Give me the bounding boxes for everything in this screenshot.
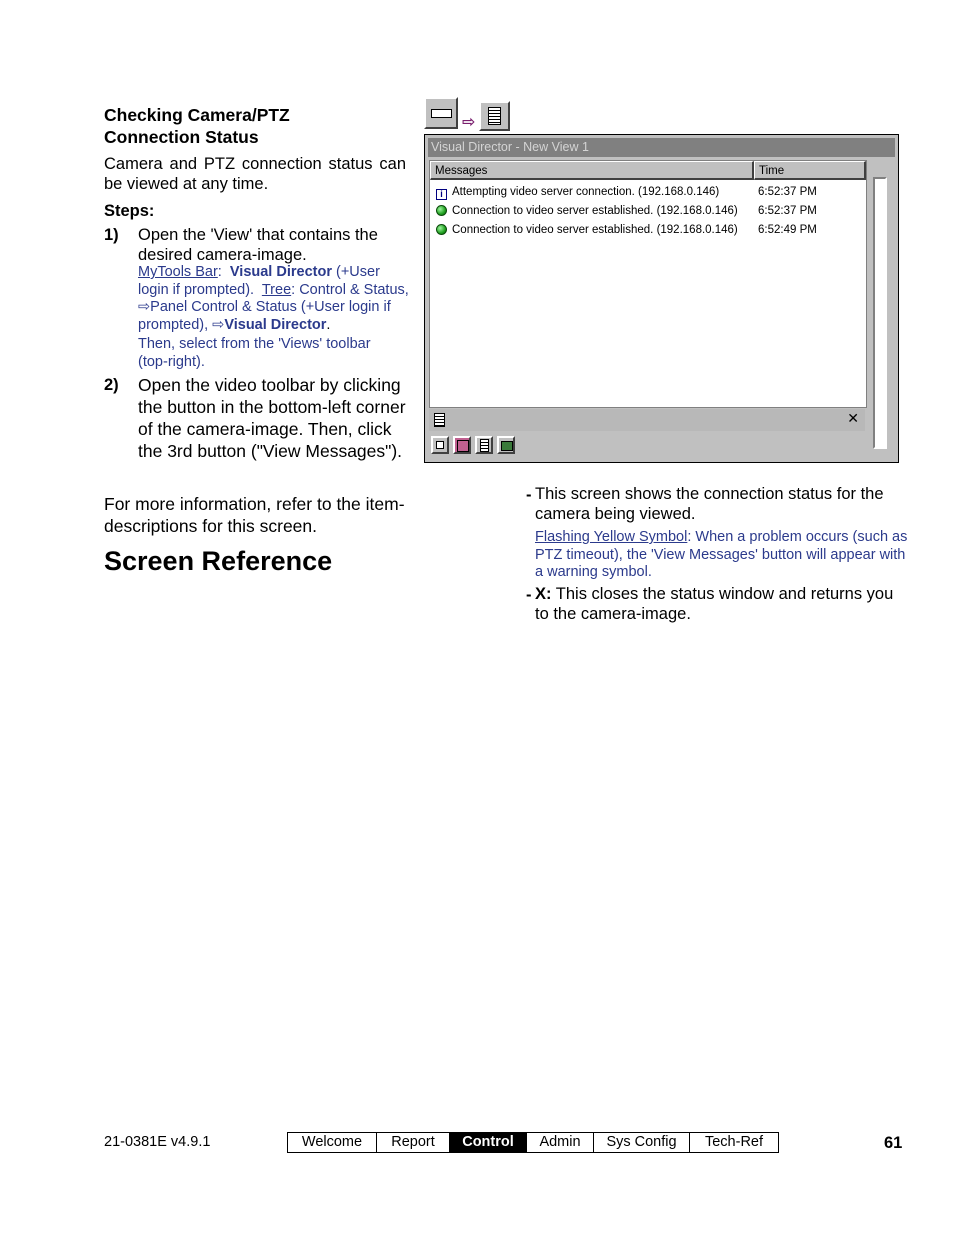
intro-text: Camera and PTZ connection status can be viewed at any time. xyxy=(104,155,406,193)
camera-settings-button[interactable] xyxy=(497,436,515,454)
tab-sys-config[interactable]: Sys Config xyxy=(594,1133,690,1152)
view-messages-button[interactable] xyxy=(475,436,493,454)
item-2-label: X: xyxy=(535,585,552,603)
step-2-number: 2) xyxy=(104,376,119,394)
item-2-description: This closes the status window and returns you to the camera-image. xyxy=(535,585,894,623)
item-2-text xyxy=(535,585,895,624)
message-time: 6:52:37 PM xyxy=(758,186,817,198)
section-heading xyxy=(104,104,404,148)
heading-line-2: Connection Status xyxy=(104,127,259,147)
nav-text-2: : Control & Status, xyxy=(291,281,409,298)
nav-text-1: (+User login if prompted). xyxy=(138,264,380,298)
visual-director-window xyxy=(424,134,899,463)
tab-welcome[interactable]: Welcome xyxy=(288,1133,377,1152)
message-time: 6:52:49 PM xyxy=(758,224,817,236)
message-row xyxy=(436,202,817,220)
tree-link[interactable]: Tree xyxy=(261,281,292,298)
step-1-text: Open the 'View' that contains the desired camera-image. xyxy=(138,226,378,264)
nav-separator: : xyxy=(217,264,222,280)
document-number: 21-0381E v4.9.1 xyxy=(104,1134,211,1150)
more-info-text: For more information, refer to the item-descriptions for this screen. xyxy=(104,494,405,536)
visual-director-label-2: Visual Director xyxy=(224,316,327,333)
tab-admin[interactable]: Admin xyxy=(527,1133,594,1152)
video-toolbar xyxy=(429,434,529,458)
arrow-icon: ⇨ xyxy=(462,114,476,131)
tab-tech-ref[interactable]: Tech-Ref xyxy=(704,1134,764,1150)
info-icon: i xyxy=(436,189,447,200)
messages-icon xyxy=(434,413,445,427)
message-text: Connection to video server established. (192.168.0.146) xyxy=(452,205,738,217)
tab-report[interactable]: Report xyxy=(377,1133,450,1152)
column-header-time[interactable]: Time xyxy=(754,161,866,180)
footer-navigation xyxy=(287,1132,779,1153)
close-icon[interactable]: ✕ xyxy=(847,410,859,426)
item-1-note-text: : When a problem occurs (such as PTZ timeout), the 'View Messages' button will appear with a warning symbol. xyxy=(535,529,908,580)
video-toolbar-icon xyxy=(424,97,458,129)
message-row xyxy=(436,183,817,201)
message-text: Attempting video server connection. (192.168.0.146) xyxy=(452,186,720,198)
heading-line-1: Checking Camera/PTZ xyxy=(104,105,290,125)
step-1-navigation xyxy=(138,264,410,334)
step-1-number: 1) xyxy=(104,226,119,244)
item-1-text: This screen shows the connection status for the camera being viewed. xyxy=(535,485,884,523)
message-status-bar xyxy=(429,409,865,431)
message-text: Connection to video server established. (192.168.0.146) xyxy=(452,224,738,236)
arrow-icon: ⇨ xyxy=(138,299,151,315)
message-row xyxy=(436,221,817,239)
nav-text-3: Panel Control & Status (+User login if prompted), xyxy=(138,299,391,333)
step-1-then: Then, select from the 'Views' toolbar (top-right). xyxy=(138,336,371,370)
green-status-icon xyxy=(436,224,447,235)
window-title-bar: Visual Director - New View 1 xyxy=(428,138,895,157)
item-1-note xyxy=(535,529,910,582)
screen-reference-heading: Screen Reference xyxy=(104,546,333,576)
view-messages-icon xyxy=(479,101,510,131)
scrollbar-track[interactable] xyxy=(873,177,887,449)
mytools-bar-link[interactable]: MyTools Bar xyxy=(138,264,218,280)
ptz-control-button[interactable] xyxy=(453,436,471,454)
item-1-bullet: - xyxy=(526,486,532,504)
nav-end: . xyxy=(326,316,331,333)
flashing-yellow-symbol-link[interactable]: Flashing Yellow Symbol xyxy=(535,529,688,545)
page-number: 61 xyxy=(884,1134,903,1152)
arrow-icon: ⇨ xyxy=(212,316,225,333)
messages-list xyxy=(429,160,867,408)
tab-control[interactable]: Control xyxy=(450,1133,527,1152)
item-2-bullet: - xyxy=(526,586,532,604)
green-status-icon xyxy=(436,205,447,216)
vertical-scrollbar[interactable] xyxy=(869,165,889,455)
steps-label: Steps: xyxy=(104,202,155,220)
visual-director-label: Visual Director xyxy=(229,264,332,280)
toolbar-toggle-button[interactable] xyxy=(431,436,449,454)
column-header-messages[interactable]: Messages xyxy=(430,161,754,180)
step-2-text: Open the video toolbar by clicking the button in the bottom-left corner of the camera-image. Then, click the 3rd button ("View Messages"). xyxy=(138,375,406,461)
message-time: 6:52:37 PM xyxy=(758,205,817,217)
